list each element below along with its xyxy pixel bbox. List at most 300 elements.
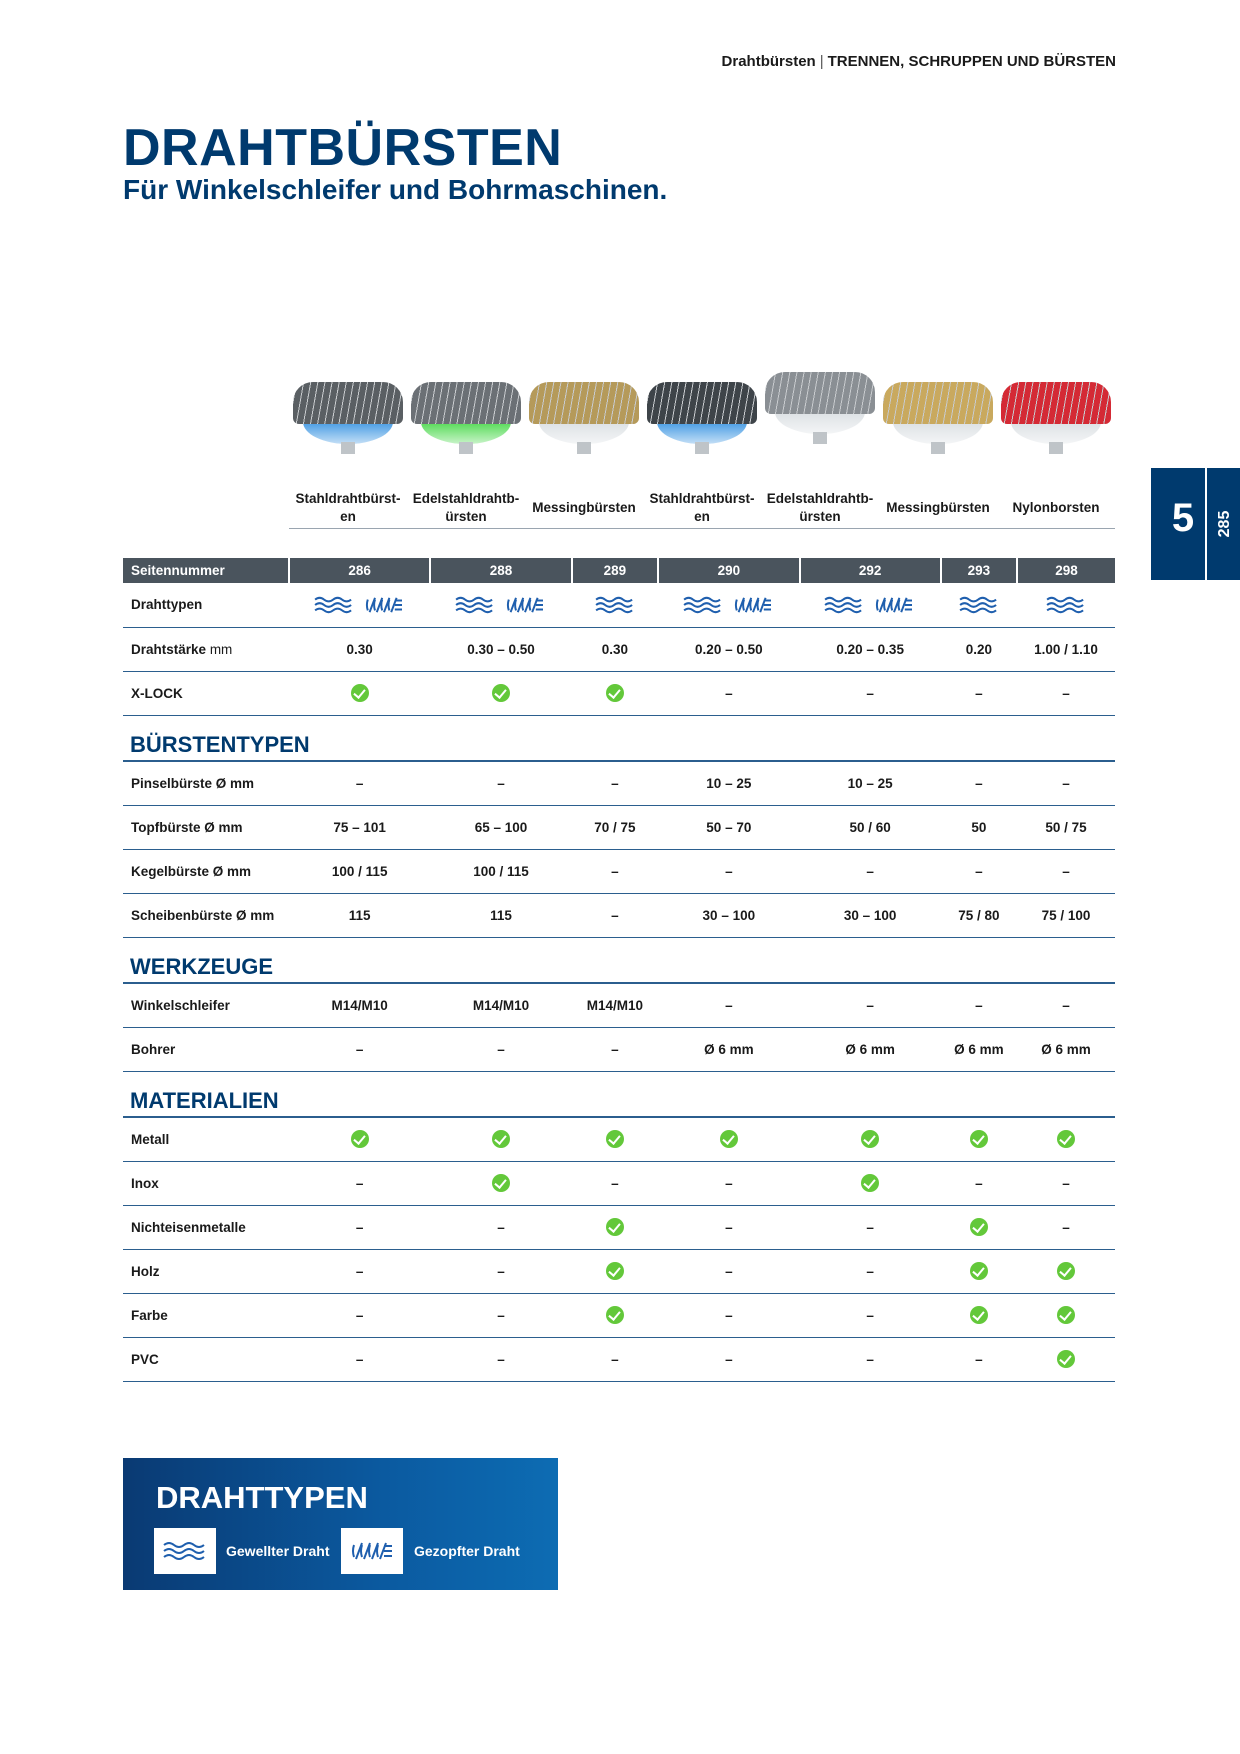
row-label-text: Pinselbürste Ø mm [131,775,255,791]
table-row [123,1161,1115,1205]
brush-bristles [765,372,875,414]
cell-value: – [1062,685,1070,701]
table-cell [289,849,430,893]
table-row [123,1249,1115,1293]
page-number-cell [941,558,1017,583]
table-row [123,1205,1115,1249]
product-label-line1: Nylonborsten [1012,500,1100,515]
wire-type-cell [800,583,941,627]
cell-value: – [355,1175,364,1191]
legend-braided-label: Gezopfter Draht [414,1543,520,1559]
table-cell [1017,627,1115,671]
table-cell [289,627,430,671]
product-image [647,382,757,454]
table-row [123,583,1115,627]
row-label-text: Holz [131,1263,160,1279]
section-heading-row [123,715,1115,761]
brush-bristles [647,382,757,424]
cell-value: 0.30 – 0.50 [467,641,535,657]
table-cell [1017,671,1115,715]
table-cell [289,1293,430,1337]
cell-value: – [725,863,733,879]
brush-bristles [883,382,993,424]
product-label-text [767,490,874,526]
table-cell [289,1205,430,1249]
page-number-cell [800,558,941,583]
table-cell [658,671,799,715]
table-row [123,805,1115,849]
row-label [123,893,289,937]
check-icon [720,1130,738,1148]
product-image [765,372,875,444]
row-label-text: Seitennummer [131,563,225,578]
row-label [123,1161,289,1205]
table-cell [430,893,571,937]
cell-value: 65 – 100 [474,819,528,835]
section-title: WERKZEUGE [130,954,273,979]
cell-value: – [611,775,619,791]
wavy-wire-icon [595,596,635,614]
braided-wire-icon [362,596,406,614]
table-cell [289,1027,430,1071]
cell-value: 1.00 / 1.10 [1034,641,1098,657]
table-cell [1017,849,1115,893]
table-cell [941,1161,1017,1205]
product-label-line1: Edelstahldrahtb- [766,491,874,506]
cell-value: 0.20 – 0.35 [836,641,904,657]
section-heading-row [123,937,1115,983]
table-cell [658,893,799,937]
cell-value: 100 / 115 [473,863,529,879]
wire-type-icons [959,596,999,614]
table-row [123,1293,1115,1337]
cell-value: – [355,1307,364,1323]
check-icon [970,1218,988,1236]
row-label [123,671,289,715]
braided-wire-icon [350,1541,394,1561]
cell-value: – [725,997,733,1013]
cell-value: Ø 6 mm [1041,1041,1091,1057]
cell-value: – [497,775,505,791]
table-cell [289,1337,430,1381]
table-cell [430,1337,571,1381]
check-icon [1057,1306,1075,1324]
table-row [123,983,1115,1027]
check-icon [492,684,510,702]
table-cell [941,1117,1017,1161]
table-cell [430,1117,571,1161]
wire-type-icons [824,596,916,614]
row-label-text: Scheibenbürste Ø mm [131,907,275,923]
page-ref: 286 [348,563,371,578]
cell-value: – [725,1219,733,1235]
table-cell [430,1161,571,1205]
page-ref: 290 [717,563,741,578]
check-icon [606,684,624,702]
page-number-cell [658,558,799,583]
table-row [123,893,1115,937]
table-cell [572,1161,658,1205]
breadcrumb [722,53,1116,70]
table-cell [430,849,571,893]
table-cell [430,805,571,849]
table-cell [289,1161,430,1205]
cell-value: M14/M10 [472,997,530,1013]
cell-value: – [355,1263,364,1279]
check-icon [606,1262,624,1280]
cell-value: – [866,1307,874,1323]
braided-wire-icon [872,596,916,614]
table-cell [430,761,571,805]
wavy-wire-icon [959,596,999,614]
wire-type-cell [941,583,1017,627]
row-label [123,983,289,1027]
spec-table [123,558,1115,1382]
table-cell [1017,1027,1115,1071]
page-number-cell [1017,558,1115,583]
table-cell [800,1205,941,1249]
chapter-tab-divider [1205,468,1207,580]
cell-value: – [355,1219,364,1235]
table-cell [430,1293,571,1337]
brush-shaft [459,442,473,454]
table-cell [941,805,1017,849]
page-number-cell [430,558,571,583]
table-cell [941,983,1017,1027]
table-cell [800,1293,941,1337]
table-cell [572,627,658,671]
row-label [123,1205,289,1249]
cell-value: – [866,863,874,879]
table-cell [941,1337,1017,1381]
product-column [643,380,761,528]
cell-value: 50 / 60 [849,819,891,835]
product-label-line1: Messingbürsten [886,500,990,515]
product-column [997,380,1115,528]
table-cell [430,1249,571,1293]
table-cell [941,1293,1017,1337]
row-label-text: Inox [131,1175,159,1191]
product-label [997,488,1115,528]
row-label-text: Drahttypen [131,597,203,613]
brush-shaft [341,442,355,454]
check-icon [1057,1262,1075,1280]
page-number-cell [572,558,658,583]
product-image [411,382,521,454]
table-cell [941,761,1017,805]
table-cell [1017,1117,1115,1161]
wire-type-icons [683,596,775,614]
cell-value: – [725,1263,733,1279]
wire-type-cell [289,583,430,627]
table-cell [658,627,799,671]
cell-value: – [497,1351,505,1367]
table-cell [800,671,941,715]
cell-value: 115 [490,907,512,923]
row-label-unit: mm [209,641,233,657]
cell-value: – [497,1307,505,1323]
row-label [123,849,289,893]
cell-value: – [1062,1175,1070,1191]
row-label-text: Nichteisenmetalle [131,1219,246,1235]
table-cell [572,761,658,805]
cell-value: – [725,1175,733,1191]
brush-shaft [931,442,945,454]
product-label-line1: Edelstahldrahtb- [412,491,520,506]
page-number-box [1209,468,1240,580]
table-cell [658,1249,799,1293]
table-cell [658,1205,799,1249]
product-label [525,488,643,528]
section-title: MATERIALIEN [130,1088,279,1113]
page-number-cell [289,558,430,583]
product-label-text [532,499,636,517]
cell-value: – [725,685,733,701]
product-image [293,382,403,454]
breadcrumb-separator: | [819,53,824,70]
cell-value: 75 / 100 [1041,907,1091,923]
row-label [123,583,289,627]
cell-value: – [866,1219,874,1235]
table-cell [1017,893,1115,937]
product-label [879,488,997,528]
row-label-text: Winkelschleifer [131,997,230,1013]
wire-type-cell [572,583,658,627]
row-label [123,1293,289,1337]
table-cell [800,1117,941,1161]
table-row [123,1117,1115,1161]
cell-value: – [1062,863,1070,879]
braided-wire-icon [731,596,775,614]
check-icon [351,1130,369,1148]
table-cell [800,1337,941,1381]
wire-type-cell [1017,583,1115,627]
row-label-text: PVC [131,1351,159,1367]
cell-value: – [975,685,983,701]
table-cell [430,983,571,1027]
wavy-wire-icon [314,596,354,614]
row-label-text: Kegelbürste Ø mm [131,863,252,879]
cell-value: – [497,1041,505,1057]
cell-value: 0.20 – 0.50 [695,641,763,657]
table-cell [658,1161,799,1205]
section-heading [123,715,1115,761]
row-label-text: Drahtstärke [131,641,207,657]
wire-type-icons [595,596,635,614]
cell-value: – [866,1351,874,1367]
table-header-row [123,558,1115,583]
row-label-text: Farbe [131,1307,168,1323]
table-cell [941,1027,1017,1071]
cell-value: – [355,775,364,791]
breadcrumb-section: Drahtbürsten [721,53,816,70]
table-row [123,1027,1115,1071]
product-label-text [413,490,520,526]
cell-value: – [1062,1219,1070,1235]
breadcrumb-chapter: TRENNEN, SCHRUPPEN UND BÜRSTEN [827,53,1116,70]
table-cell [941,1249,1017,1293]
cell-value: – [1062,775,1070,791]
table-cell [289,671,430,715]
table-cell [572,1293,658,1337]
table-cell [658,1293,799,1337]
table-row [123,849,1115,893]
table-cell [289,1117,430,1161]
product-image [529,382,639,454]
cell-value: – [355,1041,364,1057]
check-icon [606,1130,624,1148]
table-cell [658,1117,799,1161]
wavy-wire-icon [1046,596,1086,614]
table-cell [430,627,571,671]
wavy-wire-icon [824,596,864,614]
brush-shaft [1049,442,1063,454]
table-cell [572,1027,658,1071]
brush-shaft [813,432,827,444]
table-cell [800,627,941,671]
cell-value: 0.30 [346,641,373,657]
cell-value: M14/M10 [586,997,644,1013]
table-cell [572,1205,658,1249]
check-icon [970,1306,988,1324]
cell-value: – [611,1351,619,1367]
table-cell [658,849,799,893]
check-icon [606,1218,624,1236]
row-label [123,761,289,805]
cell-value: Ø 6 mm [954,1041,1004,1057]
product-label-line2: ürsten [799,509,841,524]
product-label-text [886,499,990,517]
cell-value: 50 [971,819,987,835]
legend-wavy-label: Gewellter Draht [226,1543,330,1559]
page-ref: 289 [603,563,627,578]
table-cell [289,805,430,849]
table-cell [941,627,1017,671]
check-icon [970,1130,988,1148]
wire-type-icons [455,596,547,614]
table-cell [289,1249,430,1293]
product-label [761,488,879,528]
product-label [407,488,525,528]
brush-bristles [293,382,403,424]
brush-shaft [577,442,591,454]
check-icon [1057,1130,1075,1148]
row-label [123,1337,289,1381]
table-cell [1017,761,1115,805]
table-cell [800,761,941,805]
cell-value: – [611,1041,619,1057]
legend-wavy-box [154,1528,216,1574]
cell-value: – [975,1351,983,1367]
table-cell [658,1027,799,1071]
section-title: BÜRSTENTYPEN [130,732,310,757]
table-cell [800,805,941,849]
cell-value: 30 – 100 [702,907,756,923]
table-cell [800,1161,941,1205]
brush-shaft [695,442,709,454]
cell-value: – [866,997,874,1013]
table-cell [658,805,799,849]
table-row [123,1337,1115,1381]
table-row [123,761,1115,805]
check-icon [970,1262,988,1280]
table-cell [1017,1293,1115,1337]
product-column [525,380,643,528]
table-cell [430,1027,571,1071]
table-cell [572,849,658,893]
legend-box [123,1458,558,1590]
cell-value: – [975,1175,983,1191]
cell-value: – [497,1263,505,1279]
cell-value: 0.20 [965,641,993,657]
table-cell [572,1337,658,1381]
wavy-wire-icon [683,596,723,614]
table-cell [941,1205,1017,1249]
check-icon [861,1174,879,1192]
product-images-row [289,380,1115,528]
section-heading [123,937,1115,983]
product-label-text [295,490,400,526]
check-icon [351,684,369,702]
cell-value: 115 [348,907,371,923]
section-heading [123,1071,1115,1117]
product-image [883,382,993,454]
row-label [123,558,289,583]
table-cell [572,983,658,1027]
cell-value: – [611,907,619,923]
wire-type-cell [430,583,571,627]
wavy-wire-icon [163,1541,207,1561]
cell-value: Ø 6 mm [704,1041,754,1057]
table-cell [572,805,658,849]
product-label [289,488,407,528]
section-heading-row [123,1071,1115,1117]
table-cell [289,983,430,1027]
row-label [123,1027,289,1071]
table-cell [941,849,1017,893]
table-cell [658,983,799,1027]
cell-value: 0.30 [601,641,629,657]
check-icon [492,1174,510,1192]
cell-value: – [611,1175,619,1191]
check-icon [606,1306,624,1324]
row-label [123,805,289,849]
wavy-wire-icon [455,596,495,614]
table-cell [430,1205,571,1249]
product-label [643,488,761,528]
table-cell [572,671,658,715]
table-cell [572,1249,658,1293]
table-cell [658,1337,799,1381]
product-label-line2: en [340,509,356,524]
check-icon [492,1130,510,1148]
brush-bristles [529,382,639,424]
page-ref: 292 [858,563,882,578]
brush-bristles [411,382,521,424]
cell-value: 75 / 80 [958,907,1000,923]
page-ref: 293 [967,563,991,578]
cell-value: – [975,863,983,879]
product-label-text [649,490,754,526]
row-label [123,1249,289,1293]
cell-value: – [975,775,983,791]
cell-value: Ø 6 mm [845,1041,895,1057]
table-cell [572,1117,658,1161]
row-label-text: Topfbürste Ø mm [131,819,243,835]
page-title: DRAHTBÜRSTEN [123,119,563,177]
product-label-text [1012,499,1099,517]
cell-value: – [611,863,619,879]
